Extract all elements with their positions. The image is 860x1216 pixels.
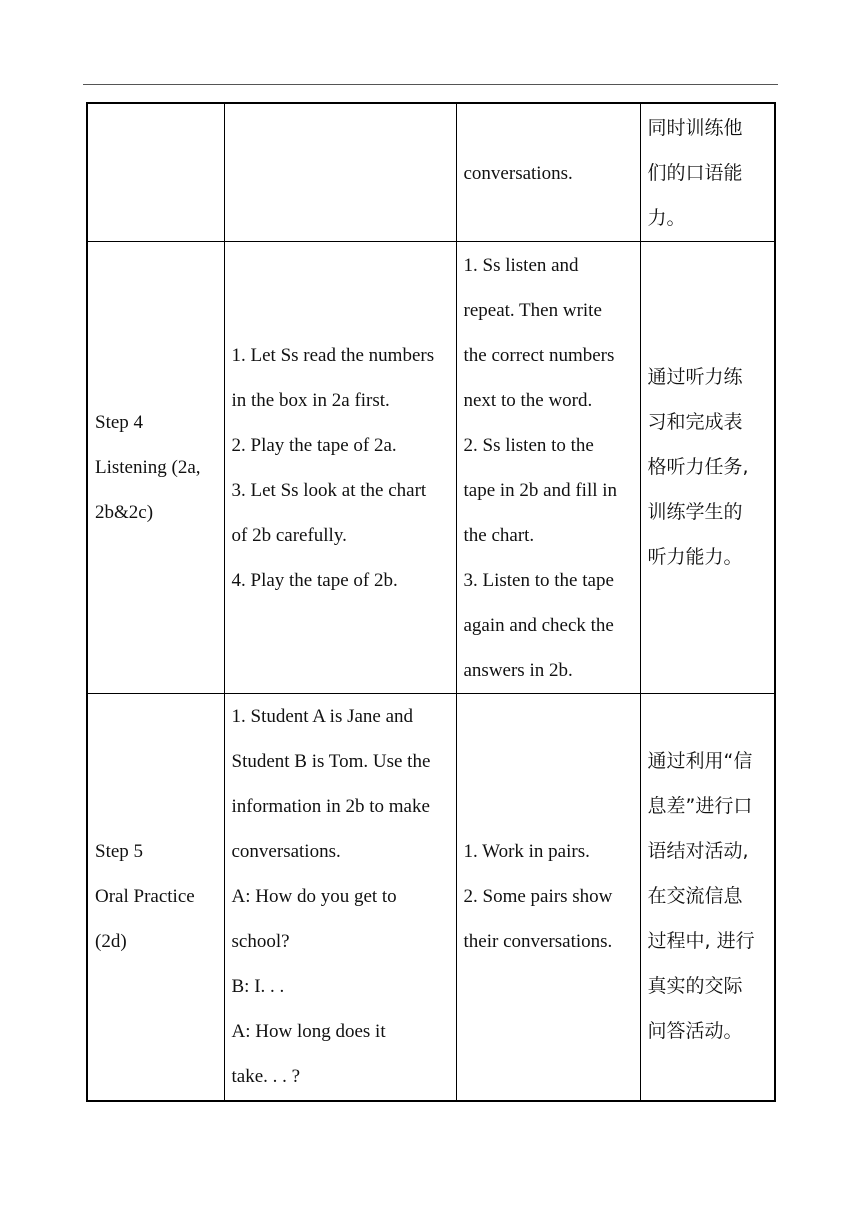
text-line: their conversations.: [463, 931, 613, 953]
text-line: 过程中, 进行: [647, 930, 755, 953]
step-cell: [87, 103, 224, 242]
text-line: answers in 2b.: [463, 659, 573, 681]
purpose-cell: [640, 103, 775, 242]
text-line: 训练学生的: [647, 501, 743, 523]
text-line: 2. Some pairs show: [463, 886, 613, 908]
text-line: information in 2b to make: [231, 796, 430, 818]
teacher-activity-cell: [224, 242, 456, 694]
text-line: again and check the: [463, 614, 614, 636]
text-line: 息差”进行口: [647, 795, 753, 818]
text-line: Oral Practice: [95, 886, 195, 908]
table-row: [87, 242, 775, 694]
text-line: tape in 2b and fill in: [463, 479, 618, 501]
text-line: conversations.: [463, 163, 573, 184]
student-activity-cell: [456, 694, 640, 1101]
text-line: 1. Work in pairs.: [463, 841, 590, 863]
text-line: 格听力任务,: [647, 456, 749, 478]
table-row: [87, 694, 775, 1101]
text-line: 3. Let Ss look at the chart: [231, 479, 427, 501]
text-line: 真实的交际: [647, 975, 743, 998]
text-line: A: How do you get to: [231, 886, 397, 908]
text-line: 4. Play the tape of 2b.: [231, 569, 398, 591]
table-row: [87, 103, 775, 242]
text-line: 1. Student A is Jane and: [231, 706, 414, 728]
text-line: Student B is Tom. Use the: [231, 751, 431, 773]
step-cell: [87, 694, 224, 1101]
text-line: 3. Listen to the tape: [463, 569, 614, 591]
teacher-activity-cell: [224, 103, 456, 242]
text-line: the correct numbers: [463, 344, 615, 366]
text-line: 力。: [647, 207, 686, 229]
text-line: 1. Ss listen and: [463, 254, 579, 276]
text-line: 听力能力。: [647, 546, 743, 568]
student-activity-cell: [456, 103, 640, 242]
text-line: 语结对活动,: [647, 840, 749, 863]
text-line: take. . . ?: [231, 1066, 301, 1088]
text-line: (2d): [95, 931, 127, 953]
text-line: Step 5: [95, 841, 144, 863]
text-line: school?: [231, 931, 290, 953]
text-line: the chart.: [463, 524, 535, 546]
text-line: 2. Ss listen to the: [463, 434, 594, 456]
text-line: 1. Let Ss read the numbers: [231, 344, 435, 366]
text-line: Step 4: [95, 412, 144, 433]
purpose-cell: [640, 694, 775, 1101]
text-line: 们的口语能: [647, 162, 743, 184]
text-line: 同时训练他: [647, 117, 743, 139]
text-line: 通过利用“信: [647, 750, 753, 773]
text-line: 2b&2c): [95, 502, 154, 523]
text-line: in the box in 2a first.: [231, 389, 390, 411]
text-line: 通过听力练: [647, 366, 743, 388]
teacher-activity-cell: [224, 694, 456, 1101]
text-line: Listening (2a,: [95, 457, 201, 478]
text-line: A: How long does it: [231, 1021, 386, 1043]
student-activity-cell: [456, 242, 640, 694]
purpose-cell: [640, 242, 775, 694]
text-line: 习和完成表: [647, 411, 743, 433]
step-cell: [87, 242, 224, 694]
text-line: conversations.: [231, 841, 341, 863]
lesson-plan-table: [86, 102, 776, 1102]
text-line: B: I. . .: [231, 976, 285, 998]
text-line: of 2b carefully.: [231, 524, 347, 546]
text-line: 在交流信息: [647, 885, 743, 908]
text-line: next to the word.: [463, 389, 593, 411]
text-line: 2. Play the tape of 2a.: [231, 434, 397, 456]
text-line: repeat. Then write: [463, 299, 602, 321]
header-rule: [83, 84, 778, 85]
text-line: 问答活动。: [647, 1020, 743, 1043]
